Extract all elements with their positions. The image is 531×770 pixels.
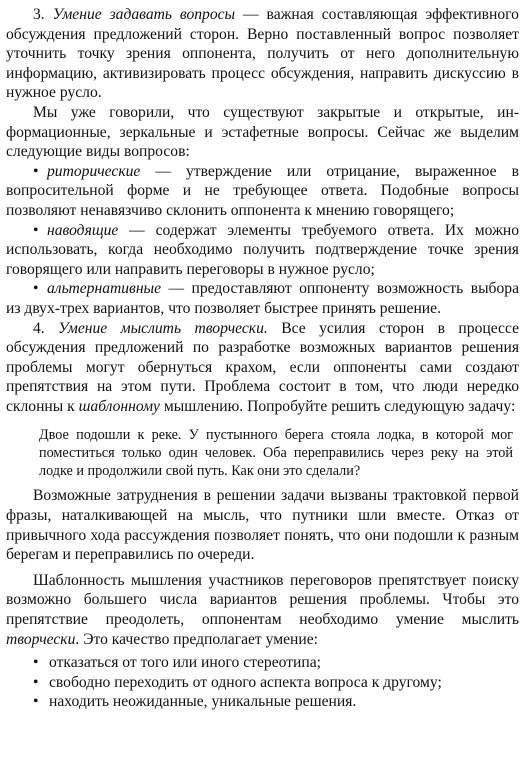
skills-list — [6, 653, 519, 712]
list-item — [6, 692, 519, 712]
list-item-text: свободно переходить от одного аспекта вопроса к другому; — [49, 673, 442, 691]
list-item-text: — предоставляют оппоненту возможность выбора из двух-трех вариантов, что позволяет быстрее принять решение. — [6, 280, 519, 317]
list-item — [6, 673, 519, 693]
paragraph-asking-questions — [6, 5, 519, 103]
bullet-icon: • — [33, 693, 39, 711]
term-asking-questions: Умение задавать вопросы — [52, 6, 236, 23]
term-rhetorical: риторические — [47, 162, 141, 180]
list-item — [6, 221, 519, 280]
paragraph-task-explanation: Возможные затруднения в решении задачи вызваны трактовкой первой фразы, наталкивающей на мысль, что путники шли вместе. Отказ от привычного хода рассуждения позволяет понять, что они подошли к разным берегам и переправились по очереди. — [6, 487, 519, 564]
bullet-icon: • — [33, 162, 39, 180]
item-number: 3. — [33, 6, 45, 23]
paragraph-creative-thinking — [6, 319, 519, 417]
item-number: 4. — [33, 319, 45, 337]
term-leading: наводящие — [47, 221, 119, 239]
list-item — [6, 162, 519, 221]
list-item-text: находить неожиданные, уникальные решения. — [49, 693, 357, 711]
list-item — [6, 653, 519, 673]
bullet-icon: • — [33, 280, 39, 298]
list-item-text: отказаться от того или иного стереотипа; — [49, 654, 321, 672]
paragraph-text: мышлению. Попробуйте решить следующую задачу: — [159, 397, 516, 415]
italic-word: шаблонному — [78, 397, 160, 415]
paragraph-text: Шаблонность мышления участников переговоров препятствует поиску возможно большего числа вариантов решения проблемы. Чтобы это препятствие преодолеть, оппонентам необходимо умение мыслить — [6, 571, 519, 629]
paragraph-text: — важная составляющая эффективного обсуждения предложений сторон. Верно поставленный вопрос позволяет уточнить точку зрения оппонента, получить от него дополнительную информацию, активизировать процесс обсуждения, направить дискуссию в нужное русло. — [6, 6, 519, 102]
bullet-icon: • — [33, 654, 39, 672]
bullet-icon: • — [33, 673, 39, 691]
list-item-text: — утверждение или отрицание, выраженное в вопросительной форме и не требующее ответа. Подобные вопросы позволяют ненавязчиво склонить оппонента к мнению говорящего; — [6, 162, 519, 219]
term-creative-thinking: Умение мыслить творчески. — [58, 319, 268, 337]
list-item-text: — содержат элементы требуемого ответа. Их можно использовать, когда необходимо получить подтверждение точке зрения говорящего или направить переговоры в нужное русло; — [6, 221, 519, 278]
paragraph-stereotyped-thinking — [6, 571, 519, 649]
bullet-icon: • — [33, 221, 39, 239]
puzzle-task: Двое подошли к реке. У пустынного берега стояла лодка, в которой мог поместиться только один человек. Оба переправились через реку на этой лодке и продолжили свой путь. Как они это сделали? — [39, 427, 513, 480]
term-alternative: альтернативные — [47, 280, 162, 298]
question-types-list — [6, 162, 519, 319]
italic-word: творчески — [6, 630, 76, 648]
paragraph-text: . Это качество предполагает умение: — [75, 630, 318, 648]
paragraph-text: Все усилия сторон в процессе обсуждения предложений по разработке возможных вариантов решения проблемы могут обернуться крахом, если оппоненты сами создают препятствия на этом пути. Проблема состоит в том, что люди нередко склонны к — [6, 319, 519, 415]
paragraph-question-kinds-intro: Мы уже говорили, что существуют закрытые и открытые, информационные, зеркальные и эстафетные вопросы. Сейчас же выделим следующие виды вопросов: — [6, 103, 519, 161]
list-item — [6, 279, 519, 318]
